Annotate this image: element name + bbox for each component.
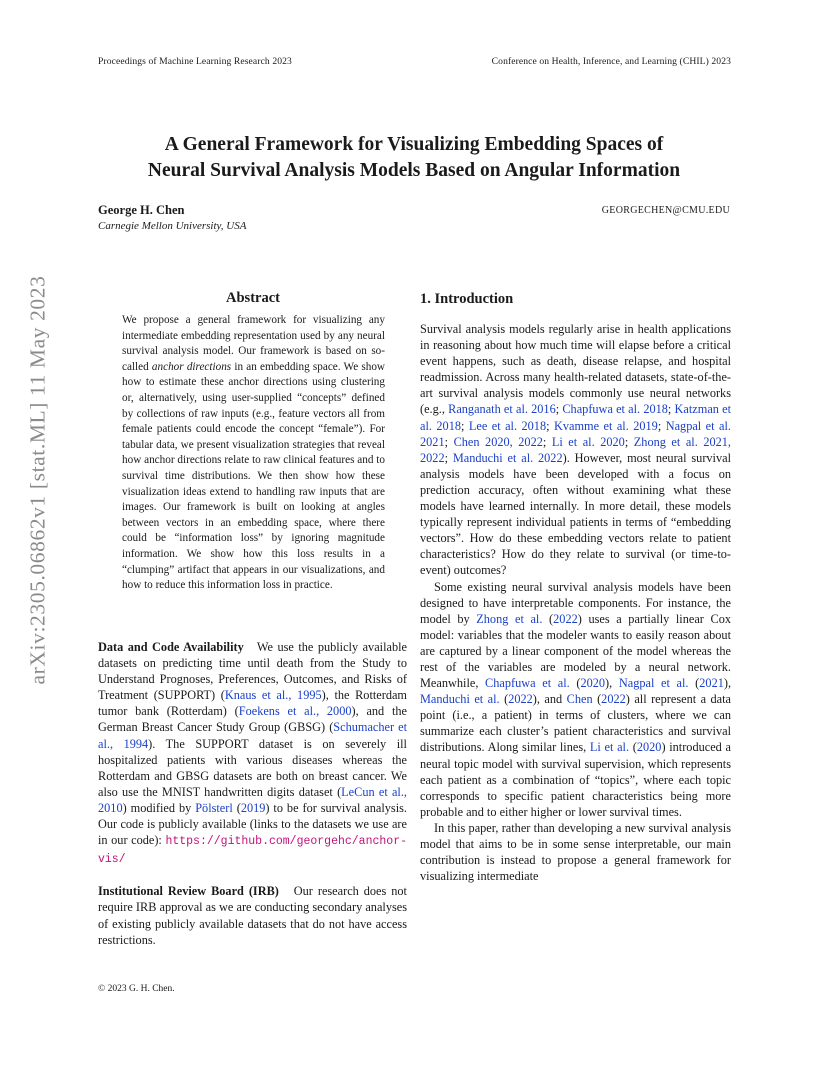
text: ). The SUPPORT dataset is on severely ill hospitalized patients with various diseases whereas the Rotterdam and GBSG datasets are both on breast cancer. We also use the MNIST handwritten digits dataset ( bbox=[98, 736, 407, 799]
text: Survival analysis models regularly arise in health applications in reasoning about how much time will elapse before a critical event happens, such as death, disease relapse, and hospital readmission. Across many health-related datasets, state-of-the-art survival analysis models commonly use neural networks (e.g., bbox=[420, 322, 731, 417]
text: ) to be for survival analysis. Our code is publicly available (links to the datasets we use are in our code): bbox=[98, 800, 407, 848]
citation-link[interactable]: Nagpal et al. bbox=[618, 676, 689, 691]
irb-heading: Institutional Review Board (IRB) bbox=[98, 884, 279, 899]
data-availability-heading: Data and Code Availability bbox=[98, 640, 244, 654]
citation-link[interactable]: Manduchi et al. 2022 bbox=[452, 450, 563, 465]
section-heading-introduction: 1. Introduction bbox=[420, 291, 514, 307]
author-email[interactable]: GEORGECHEN@CMU.EDU bbox=[601, 205, 730, 216]
citation-link[interactable]: 2020 bbox=[636, 740, 662, 755]
citation-link[interactable]: Nagpal et al. 2021 bbox=[420, 418, 731, 449]
citation-link[interactable]: Katzman et al. 2018 bbox=[420, 402, 732, 433]
arxiv-stamp-text: arXiv:2305.06862v1 [stat.ML] 11 May 2023 bbox=[25, 275, 50, 685]
title-line-1: A General Framework for Visualizing Embedding Spaces of bbox=[164, 134, 664, 155]
citation-link[interactable]: 2020 bbox=[580, 676, 606, 691]
citation-link[interactable]: Pölsterl bbox=[195, 800, 233, 815]
text: Some existing neural survival analysis models have been designed to have interpretable components. For instance, the model by bbox=[420, 579, 731, 626]
citation-link[interactable]: 2022 bbox=[601, 692, 626, 707]
citation-link[interactable]: Schumacher et al., 1994 bbox=[98, 720, 407, 751]
citation-link[interactable]: Knaus et al., 1995 bbox=[224, 688, 322, 703]
text: ) uses a partially linear Cox model: variables that the modeler wants to easily reason about are captured by a linear component of the model whereas the rest of the variables are modeled by a neural network. Meanwhile, bbox=[420, 611, 731, 691]
abstract-text-1: We propose a general framework for visualizing any intermediate embedding representation used by any neural survival analysis model. Our framework is based on so-called bbox=[122, 314, 385, 373]
citation-link[interactable]: 2022 bbox=[553, 611, 578, 626]
text: ). However, most neural survival analysis models have been developed with a focus on prediction accuracy, often without examining what these models have learned internally. In more detail, these models typically represent individual patients in terms of “embedding vectors”. How do these embedding vectors relate to patient characteristics? How do they relate to survival (or time-to-event) outcomes? bbox=[420, 450, 731, 578]
irb-paragraph bbox=[98, 883, 407, 947]
citation-link[interactable]: Foekens et al., 2000 bbox=[238, 704, 352, 719]
intro-paragraph-2: Some existing neural survival analysis models have been designed to have interpretable components. For instance, the model by Zhong et al. (2022) uses a partially linear Cox model: variables that the modeler wants to easily reason about are captured by a linear component of the model whereas the rest of the variables are modeled by a neural network. Meanwhile, Chapfuwa et al. (2020), Nagpal et al. (2021), Manduchi et al. (2022), and Chen (2022) all represent a data point (i.e., a patient) in terms of clusters, where we can summarize each cluster’s patient characteristics and survival distributions. Along similar lines, Li et al. (2020) introduced a neural topic model with survival supervision, which represents each patient as a combination of “topics”, where each topic corresponds to specific patient characteristics being more probable and to either higher or lower survival times. bbox=[420, 579, 732, 819]
citation-link[interactable]: Manduchi et al. bbox=[420, 692, 500, 707]
citation-link[interactable]: 2022 bbox=[508, 692, 533, 707]
citation-link[interactable]: Chen bbox=[566, 692, 593, 707]
citation-link[interactable]: LeCun et al., 2010 bbox=[98, 784, 407, 815]
running-header-right: Conference on Health, Inference, and Learning (CHIL) 2023 bbox=[491, 56, 731, 67]
intro-paragraph-1: Survival analysis models regularly arise in health applications in reasoning about how much time will elapse before a critical event happens, such as death, disease relapse, and hospital readmission. Across many health-related datasets, state-of-the-art survival analysis models commonly use neural networks (e.g., Ranganath et al. 2016; Chapfuwa et al. 2018; Katzman et al. 2018; Lee et al. 2018; Kvamme et al. 2019; Nagpal et al. 2021; Chen 2020, 2022; Li et al. 2020; Zhong et al. 2021, 2022; Manduchi et al. 2022). However, most neural survival analysis models have been developed with a focus on prediction accuracy, often without examining what these models have learned internally. In more detail, these models typically represent individual patients in terms of “embedding vectors”. How do these embedding vectors relate to patient characteristics? How do they relate to survival (or time-to-event) outcomes? bbox=[420, 322, 732, 578]
text: ( bbox=[232, 800, 241, 815]
left-column bbox=[98, 639, 407, 963]
citation-link[interactable]: Li et al. bbox=[589, 740, 630, 755]
citation-link[interactable]: Zhong et al. bbox=[476, 611, 543, 626]
abstract-body bbox=[122, 313, 385, 594]
citation-link[interactable]: 2021 bbox=[699, 676, 724, 691]
title-line-2: Neural Survival Analysis Models Based on Angular Information bbox=[147, 160, 681, 181]
text: ) modified by bbox=[122, 800, 196, 815]
irb-text: Our research does not require IRB approval as we are conducting secondary analyses of existing publicly available datasets that do not have access restrictions. bbox=[98, 884, 407, 947]
abstract-heading: Abstract bbox=[226, 290, 280, 306]
author-affiliation: Carnegie Mellon University, USA bbox=[98, 220, 247, 232]
text: ) introduced a neural topic model with survival supervision, which represents each patient as a combination of “topics”, where each topic corresponds to specific patient characteristics being more probable and to either higher or lower survival times. bbox=[420, 740, 731, 819]
copyright-footer: © 2023 G. H. Chen. bbox=[98, 984, 175, 994]
citation-link[interactable]: Chapfuwa et al. bbox=[485, 676, 570, 691]
intro-paragraph-3: In this paper, rather than developing a new survival analysis model that aims to be in some sense interpretable, our main contribution is instead to propose a general framework for visualizing intermediate bbox=[420, 820, 731, 884]
code-url-link[interactable]: https://github.com/georgehc/anchor-vis/ bbox=[98, 835, 407, 867]
citation-link[interactable]: Chen 2020, 2022 bbox=[453, 434, 543, 449]
right-column bbox=[420, 290, 731, 884]
text: ), the Rotterdam tumor bank (Rotterdam) ( bbox=[98, 688, 407, 719]
citation-link[interactable]: Zhong et al. 2021, 2022 bbox=[420, 434, 731, 465]
author-name: George H. Chen bbox=[98, 203, 185, 217]
citation-link[interactable]: Ranganath et al. 2016 bbox=[448, 402, 556, 417]
text: ) all represent a data point (i.e., a patient) in terms of clusters, where we can summarize each cluster’s patient characteristics and survival distributions. Along similar lines, bbox=[420, 692, 732, 755]
citation-link[interactable]: Kvamme et al. 2019 bbox=[553, 418, 658, 433]
paper-title bbox=[60, 132, 768, 184]
running-header-left: Proceedings of Machine Learning Research 2023 bbox=[98, 56, 292, 67]
arxiv-stamp[interactable] bbox=[19, 270, 57, 690]
citation-link[interactable]: Lee et al. 2018 bbox=[468, 418, 547, 433]
text: ), and the German Breast Cancer Study Group (GBSG) ( bbox=[98, 704, 407, 735]
data-availability-paragraph bbox=[98, 639, 407, 868]
citation-link[interactable]: 2019 bbox=[240, 800, 266, 815]
citation-link[interactable]: Li et al. 2020 bbox=[551, 434, 625, 449]
abstract-emphasis: anchor directions bbox=[151, 360, 232, 373]
abstract-text-2: in an embedding space. We show how to estimate these anchor directions using clustering or, alternatively, using user-supplied “concepts” defined by collections of raw inputs (e.g., feature vectors all from female patients could encode the concept “female”). For tabular data, we present visualization strategies that reveal how anchor directions relate to raw clinical features and to survival time distributions. We then show how these visualization ideas extend to handling raw inputs that are images. Our framework is built on looking at angles between vectors in an embedding space, where there could be “information loss” by ignoring magnitude information. We show how this loss results in a “clumping” artifact that appears in our visualizations, and how to reduce this information loss in practice. bbox=[122, 360, 386, 592]
citation-link[interactable]: Chapfuwa et al. 2018 bbox=[562, 402, 668, 417]
text: We use the publicly available datasets on predicting time until death from the Study to Understand Prognoses, Preferences, Outcomes, and Risks of Treatment (SUPPORT) ( bbox=[98, 640, 407, 703]
